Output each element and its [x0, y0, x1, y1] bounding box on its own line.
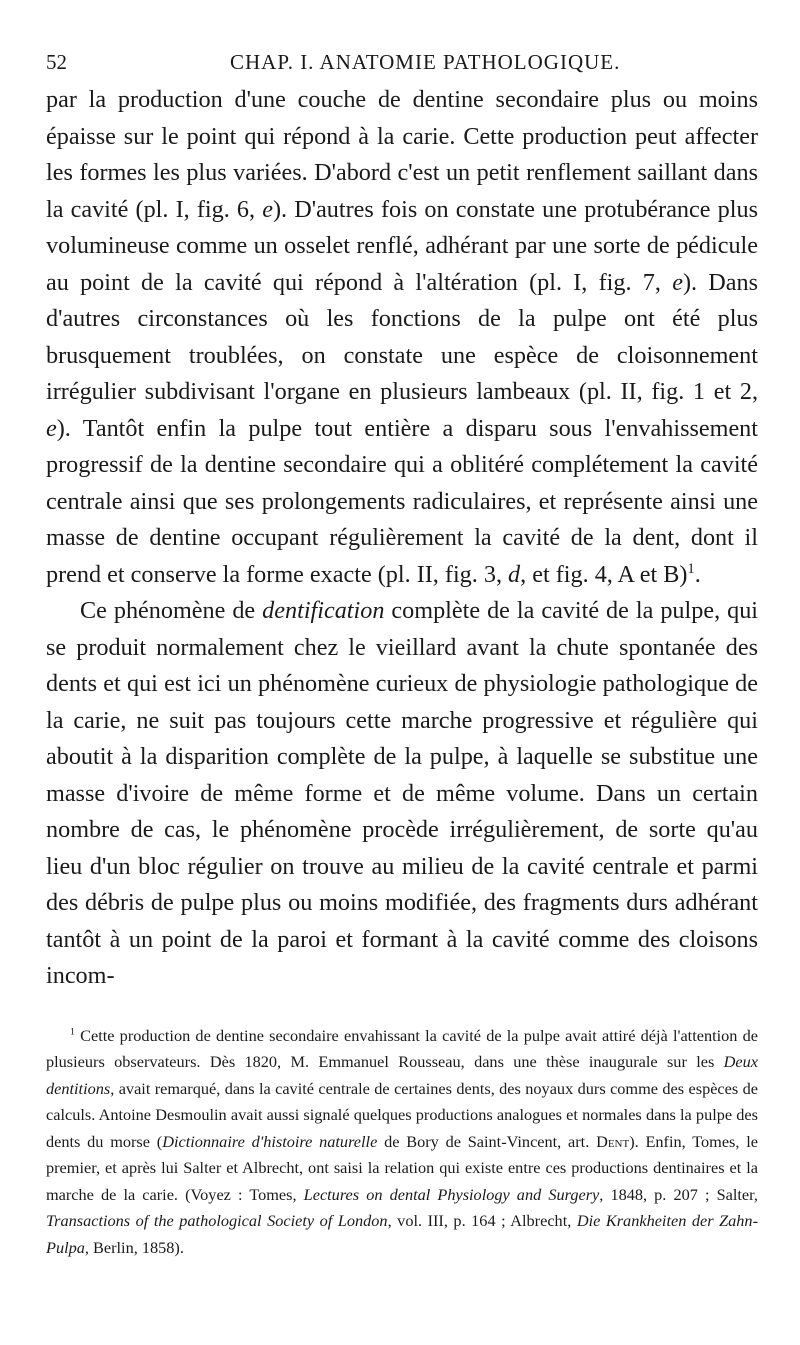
footnotes	[46, 1023, 758, 1262]
figure-letter: d	[508, 560, 521, 588]
text-run: de Bory de Saint-Vincent, art.	[377, 1131, 597, 1151]
paragraph-2	[46, 593, 758, 995]
footnote-1	[46, 1023, 758, 1262]
book-page	[46, 38, 758, 1261]
footnote-marker: 1	[70, 1026, 75, 1038]
text-run: Cette production de dentine secondaire envahissant la cavité de la pulpe avait attiré déjà l'attention de plusieurs observateurs. Dès 1820, M. Emmanuel Rousseau, dans une thèse inaugurale sur les	[46, 1025, 758, 1071]
text-run: , Berlin, 1858).	[84, 1237, 184, 1257]
text-run: ). D'autres fois on constate une protubérance plus volumineuse comme un osselet renflé, adhérant par une sorte de pédicule au point de la cavité qui répond à l'altération (pl. I, fig. 7,	[46, 195, 758, 296]
emphasis: dentification	[262, 597, 385, 624]
text-run: , vol. III, p. 164 ; Albrecht,	[387, 1211, 577, 1230]
text-run: .	[694, 560, 701, 588]
text-run: ). Dans d'autres circonstances où les fonctions de la pulpe ont été plus brusquement troublées, on constate une espèce de cloisonnement irrégulier subdivisant l'organe en plusieurs lambeaux (pl. II, fig. 1 et 2,	[46, 268, 759, 405]
cited-title: Die Krankheiten der Zahn-Pulpa	[46, 1211, 758, 1257]
running-title: CHAP. I. ANATOMIE PATHOLOGIQUE.	[230, 50, 621, 74]
text-run: , et fig. 4, A et B)	[520, 560, 688, 588]
cited-title: Dictionnaire d'histoire naturelle	[162, 1131, 378, 1151]
cited-title: Transactions of the pathological Society of London	[46, 1211, 388, 1230]
text-run: Ce phénomène de	[80, 597, 263, 624]
figure-letter: e	[262, 195, 273, 223]
text-run: ). Tantôt enfin la pulpe tout entière a disparu sous l'envahissement progressif de la dentine secondaire qui a oblitéré complétement la cavité centrale ainsi que ses prolongements radiculaires, et représente ainsi une masse de dentine occupant régulièrement la cavité de la dent, dont il prend et conserve la forme exacte (pl. II, fig. 3,	[46, 414, 758, 588]
cited-title: Deux dentitions	[46, 1052, 758, 1098]
paragraph-1	[46, 82, 758, 593]
article-name: Dent	[596, 1131, 630, 1151]
text-run: par la production d'une couche de dentine secondaire plus ou moins épaisse sur le point qui répond à la carie. Cette production peut affecter les formes les plus variées. D'abord c'est un petit renflement saillant dans la cavité (pl. I, fig. 6,	[46, 86, 758, 223]
body-text	[46, 82, 758, 995]
cited-title: Lectures on dental Physiology and Surgery	[303, 1184, 600, 1204]
text-run: complète de la cavité de la pulpe, qui se produit normalement chez le vieillard avant la chute spontanée des dents et qui est ici un phénomène curieux de physiologie pathologique de la carie, ne suit pas toujours cette marche progressive et régulière qui aboutit à la disparition complète de la pulpe, à laquelle se substitue une masse d'ivoire de même forme et de même volume. Dans un certain nombre de cas, le phénomène procède irrégulièrement, de sorte qu'au lieu d'un bloc régulier on trouve au milieu de la cavité centrale et parmi des débris de pulpe plus ou moins modifiée, des fragments durs adhérant tantôt à un point de la paroi et formant à la cavité comme des cloisons incom-	[46, 597, 759, 989]
text-run: , 1848, p. 207 ; Salter,	[599, 1184, 758, 1204]
text-run: , avait remarqué, dans la cavité centrale de certaines dents, des noyaux durs comme des espèces de calculs. Antoine Desmoulin avait aussi signalé quelques productions analogues et normales dans la pulpe des dents du morse (	[46, 1078, 758, 1151]
page-number: 52	[46, 50, 67, 74]
figure-letter: e	[46, 414, 57, 442]
footnote-reference[interactable]: 1	[687, 560, 695, 577]
figure-letter: e	[672, 268, 683, 296]
running-head	[46, 38, 758, 78]
text-run: ). Enfin, Tomes, le premier, et après lui Salter et Albrecht, ont saisi la relation qui existe entre ces productions dentinaires et la marche de la carie. (Voyez : Tomes,	[46, 1131, 758, 1204]
